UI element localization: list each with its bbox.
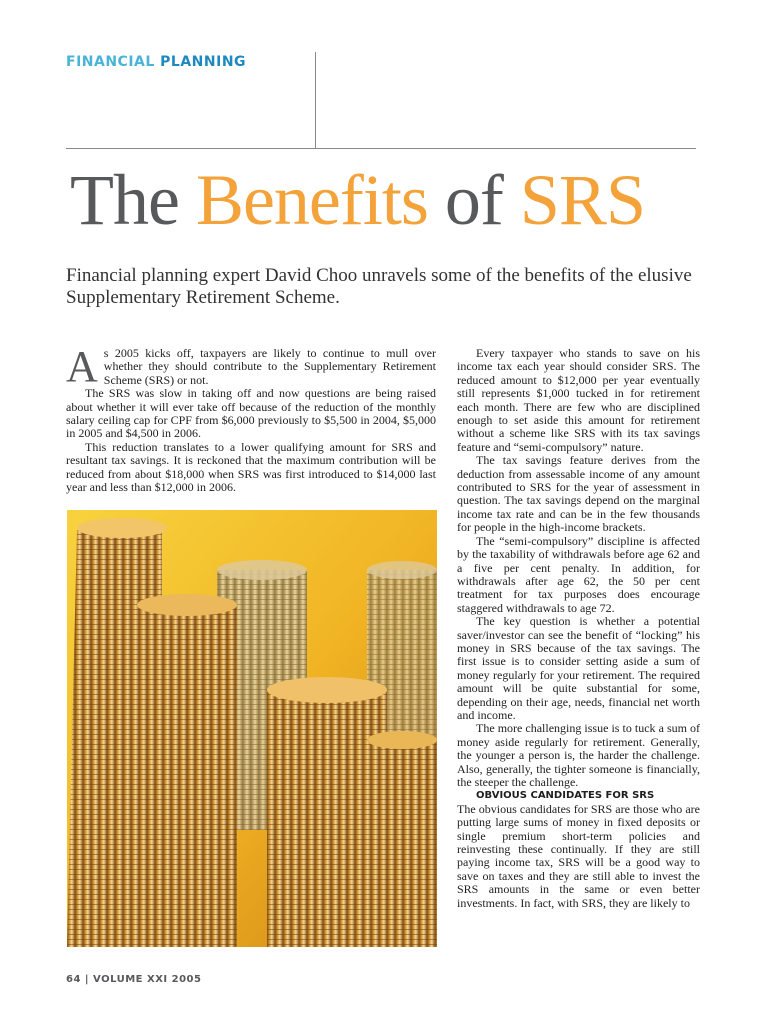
section-label-financial: FINANCIAL bbox=[66, 54, 155, 70]
subheading: OBVIOUS CANDIDATES FOR SRS bbox=[476, 790, 655, 802]
section-label-planning: PLANNING bbox=[160, 54, 247, 70]
paragraph: The more challenging issue is to tuck a sum of money aside regularly for retirement. Generally, the younger a person is, the harder the challenge. Also, generally, the tighter someone is financially, the steeper the challenge. bbox=[457, 721, 700, 789]
page-footer: 64 | VOLUME XXI 2005 bbox=[66, 974, 202, 985]
right-column bbox=[457, 347, 700, 910]
gold-coins-photo bbox=[67, 510, 437, 947]
article-title bbox=[70, 158, 645, 242]
paragraph: As 2005 kicks off, taxpayers are likely to continue to mull over whether they should contribute to the Supplementary Retirement Scheme (SRS) or not. bbox=[66, 342, 436, 391]
paragraph: Every taxpayer who stands to save on his income tax each year should consider SRS. The reduced amount to $12,000 per year eventually still represents $1,000 tucked in for retirement each month. There are few who are disciplined enough to set aside this amount for retirement without a scheme like SRS with its tax savings feature and “semi-compulsory” nature. bbox=[457, 346, 700, 454]
title-word-benefits: Benefits bbox=[195, 160, 428, 240]
drop-cap: A bbox=[66, 342, 98, 391]
vertical-rule bbox=[315, 52, 316, 148]
left-column bbox=[66, 342, 436, 495]
title-word-the: The bbox=[70, 160, 179, 240]
paragraph: The tax savings feature derives from the deduction from assessable income of any amount contributed to SRS for the year of assessment in question. The tax savings depend on the marginal income tax rate and can be in the few thousands for people in the high-income brackets. bbox=[457, 453, 700, 535]
paragraph: This reduction translates to a lower qualifying amount for SRS and resultant tax savings. It is reckoned that the maximum contribution will be reduced from about $18,000 when SRS was first introduced to $14,000 last year and less than $12,000 in 2006. bbox=[66, 439, 436, 495]
section-label bbox=[66, 54, 246, 70]
paragraph: The obvious candidates for SRS are those who are putting large sums of money in fixed deposits or single premium short-term policies and reinvesting these continually. If they are still paying income tax, SRS will be a good way to save on taxes and they are still able to invest the SRS amounts in the same or even better investments. In fact, with SRS, they are likely to bbox=[457, 801, 700, 910]
title-word-srs: SRS bbox=[519, 160, 645, 240]
paragraph: The SRS was slow in taking off and now questions are being raised about whether it will ever take off because of the reduction of the monthly salary ceiling cap for CPF from $6,000 previously to $5,500 in 2004, $5,000 in 2005 and $4,500 in 2006. bbox=[66, 386, 436, 441]
paragraph: The “semi-compulsory” discipline is affected by the taxability of withdrawals before age 62 and a five per cent penalty. In addition, for withdrawals after age 62, the 50 per cent treatment for tax purposes does encourage staggered withdrawals to age 72. bbox=[457, 533, 700, 615]
horizontal-rule bbox=[66, 148, 696, 149]
paragraph: The key question is whether a potential saver/investor can see the benefit of “locking” his money in SRS because of the tax savings. The first issue is to consider setting aside a sum of money regularly for your retirement. The required amount will be quite substantial for some, depending on their age, needs, financial net worth and income. bbox=[457, 614, 700, 722]
title-word-of: of bbox=[444, 160, 503, 240]
article-deck: Financial planning expert David Choo unravels some of the benefits of the elusive Supplementary Retirement Scheme. bbox=[66, 265, 692, 308]
